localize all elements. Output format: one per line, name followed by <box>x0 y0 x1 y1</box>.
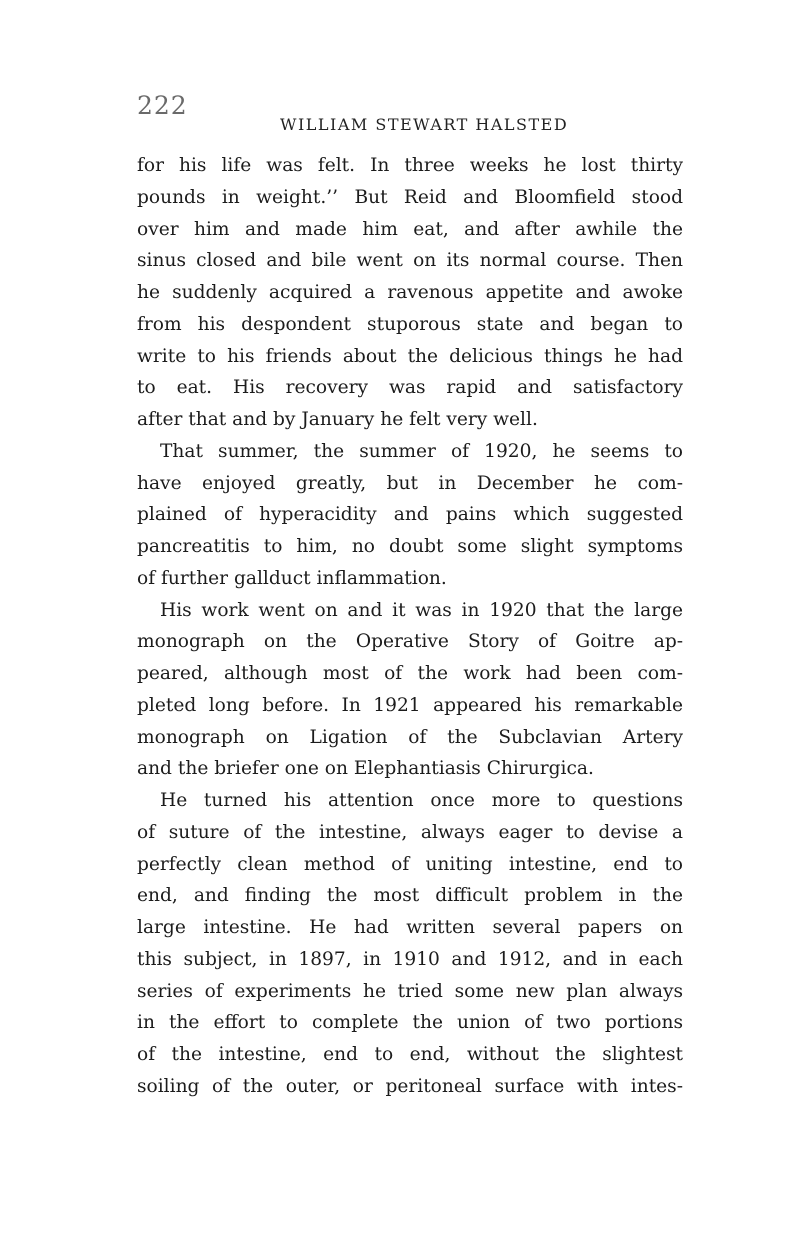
text-line: peared, although most of the work had been com- <box>137 663 683 684</box>
text-line: of suture of the intestine, always eager to devise a <box>137 821 683 843</box>
text-line: monograph on the Operative Story of Goitre ap- <box>137 631 683 653</box>
text-line: soiling of the outer, or peritoneal surface with intes- <box>137 1075 683 1097</box>
text-line: over him and made him eat, and after awhile the <box>137 218 683 240</box>
text-line: series of experiments he tried some new plan always <box>137 980 683 1002</box>
text-line: from his despondent stuporous state and began to <box>137 313 683 335</box>
text-line: large intestine. He had written several papers on <box>137 917 683 938</box>
text-line: pounds in weight.’’ But Reid and Bloomfield stood <box>137 186 683 208</box>
text-line: monograph on Ligation of the Subclavian Artery <box>137 726 683 748</box>
text-line: perfectly clean method of uniting intestine, end to <box>137 853 683 875</box>
running-head: WILLIAM STEWART HALSTED <box>280 115 569 134</box>
text-line: to eat. His recovery was rapid and satisfactory <box>137 377 683 399</box>
text-line: write to his friends about the delicious things he had <box>137 345 683 367</box>
text-line: end, and finding the most difficult problem in the <box>137 885 683 907</box>
text-line: after that and by January he felt very well. <box>137 409 538 430</box>
text-line: have enjoyed greatly, but in December he com- <box>137 472 683 494</box>
text-line: pancreatitis to him, no doubt some slight symptoms <box>137 536 683 557</box>
text-line: in the effort to complete the union of two portions <box>137 1012 683 1034</box>
body-text <box>137 150 683 1103</box>
text-line: sinus closed and bile went on its normal course. Then <box>137 250 683 272</box>
text-line: pleted long before. In 1921 appeared his remarkable <box>137 694 683 716</box>
paragraph-start-line: He turned his attention once more to questions <box>160 790 683 811</box>
text-line: of the intestine, end to end, without the slightest <box>137 1044 683 1065</box>
text-line: this subject, in 1897, in 1910 and 1912, and in each <box>137 948 683 970</box>
page-number: 222 <box>137 91 188 120</box>
paragraph-start-line: His work went on and it was in 1920 that the large <box>160 599 683 621</box>
paragraph-start-line: That summer, the summer of 1920, he seems to <box>160 440 683 462</box>
text-line: of further gallduct inflammation. <box>137 567 447 589</box>
text-line: he suddenly acquired a ravenous appetite and awoke <box>137 282 683 303</box>
text-line: plained of hyperacidity and pains which suggested <box>137 504 683 526</box>
text-line: for his life was felt. In three weeks he lost thirty <box>137 155 683 176</box>
text-line: and the briefer one on Elephantiasis Chirurgica. <box>137 758 594 780</box>
